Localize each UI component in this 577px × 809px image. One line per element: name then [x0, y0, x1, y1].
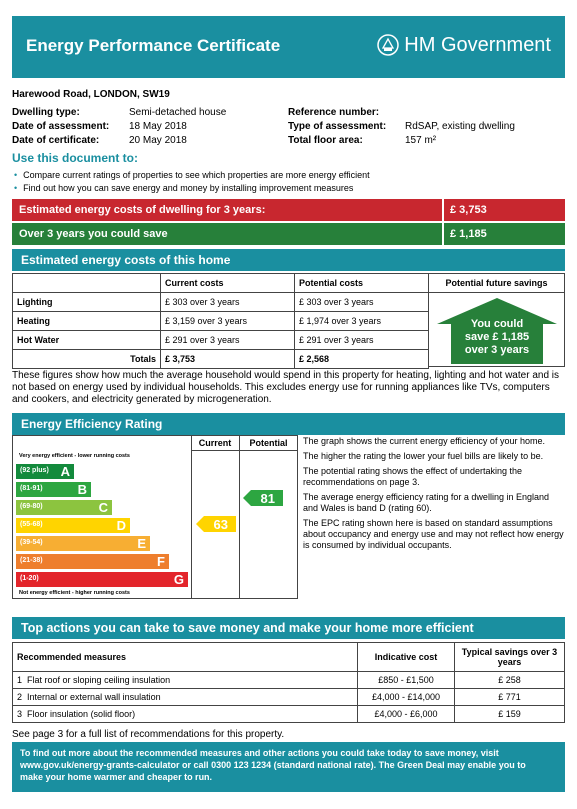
detail-row [12, 134, 226, 148]
measure-name: Flat roof or sloping ceiling insulation [27, 675, 171, 685]
footer-line-1: To find out more about the recommended measures and other actions you could take today to save money, visit [20, 748, 499, 758]
detail-label: Total floor area: [288, 135, 363, 146]
totals-label: Totals [13, 350, 161, 369]
hm-government-text: HM Government [404, 33, 551, 56]
total-current-cell: £ 3,753 [161, 350, 295, 369]
detail-label: Date of assessment: [12, 121, 110, 132]
costs-explanation: These figures show how much the average household would spend in this property for heating, lighting and hot water and is not based on energy used by individual households. This excludes energy use for running appliances like TVs, computers and cookers, and electricity generated by microgeneration. [12, 370, 560, 405]
house-savings-text [437, 318, 557, 357]
table-row [13, 293, 429, 312]
house-line-1: You could [470, 318, 524, 330]
measure-number: 2 [17, 692, 23, 702]
band-c [16, 500, 112, 515]
saving-cell: £ 258 [455, 672, 565, 689]
detail-value: Semi-detached house [129, 107, 227, 118]
band-letter: D [116, 518, 126, 533]
table-row [13, 689, 565, 706]
potential-cost-cell: £ 1,974 over 3 years [295, 312, 429, 331]
band-letter: F [157, 554, 165, 569]
detail-label: Date of certificate: [12, 135, 100, 146]
band-range: (81-91) [20, 485, 43, 492]
inefficient-note: Not energy efficient - higher running costs [19, 590, 130, 596]
band-range: (55-68) [20, 521, 43, 528]
band-letter: A [60, 464, 70, 479]
band-letter: E [137, 536, 146, 551]
actions-section-heading: Top actions you can take to save money and make your home more efficient [12, 617, 565, 639]
footer-banner [12, 742, 565, 792]
efficiency-explanation [303, 436, 565, 555]
cost-header: Indicative cost [358, 643, 455, 672]
see-page-note: See page 3 for a full list of recommendations for this property. [12, 729, 285, 740]
potential-costs-header: Potential costs [295, 274, 429, 293]
detail-row [288, 134, 515, 148]
band-letter: C [98, 500, 108, 515]
property-address: Harewood Road, LONDON, SW19 [12, 89, 170, 100]
measure-name: Floor insulation (solid floor) [27, 709, 136, 719]
explanation-paragraph: The higher the rating the lower your fuel bills are likely to be. [303, 451, 544, 461]
header-divider [191, 450, 298, 451]
band-b [16, 482, 91, 497]
potential-rating-arrow [243, 490, 283, 506]
cost-cell: £850 - £1,500 [358, 672, 455, 689]
bullet-icon: • [14, 170, 18, 180]
band-range: (39-54) [20, 539, 43, 546]
totals-row [13, 350, 429, 369]
estimated-cost-bar [12, 199, 565, 221]
band-e [16, 536, 150, 551]
footer-line-2 [20, 759, 557, 771]
potential-savings-box [428, 273, 565, 367]
epc-header [12, 16, 565, 78]
estimated-cost-label: Estimated energy costs of dwelling for 3 years: [19, 204, 266, 216]
band-a [16, 464, 74, 479]
actions-table [12, 642, 565, 723]
potential-column-divider [239, 436, 240, 598]
bullet-text: Find out how you can save energy and money by installing improvement measures [23, 183, 354, 193]
explanation-paragraph: The graph shows the current energy efficiency of your home. [303, 436, 545, 446]
detail-value: 157 m² [405, 135, 437, 146]
measure-cell [13, 672, 358, 689]
efficient-note: Very energy efficient - lower running costs [19, 453, 130, 459]
footer-line-3: make your home warmer and cheaper to run. [20, 772, 213, 782]
costs-section-heading: Estimated energy costs of this home [12, 249, 565, 271]
page-title: Energy Performance Certificate [26, 36, 281, 55]
explanation-paragraph: The average energy efficiency rating for a dwelling in England and Wales is band D (rating 60). [303, 492, 549, 513]
savings-bar [12, 223, 565, 245]
detail-label: Dwelling type: [12, 107, 80, 118]
measure-number: 3 [17, 709, 23, 719]
measure-name: Internal or external wall insulation [27, 692, 161, 702]
detail-row [12, 106, 226, 120]
use-bullets [14, 169, 370, 195]
current-column-header: Current [198, 438, 232, 448]
table-row [13, 312, 429, 331]
measure-cell [13, 689, 358, 706]
total-potential-cell: £ 2,568 [295, 350, 429, 369]
band-letter: B [77, 482, 87, 497]
efficiency-rating-chart [12, 435, 298, 599]
explanation-paragraph: The EPC rating shown here is based on standard assumptions about occupancy and energy use and may not reflect how energy is consumed by individual occupants. [303, 518, 564, 550]
use-document-heading: Use this document to: [12, 151, 139, 165]
row-label: Lighting [13, 293, 161, 312]
cost-cell: £4,000 - £14,000 [358, 689, 455, 706]
band-g [16, 572, 188, 587]
explanation-paragraph: The potential rating shows the effect of undertaking the recommendations on page 3. [303, 466, 522, 487]
band-range: (21-38) [20, 557, 43, 564]
grants-link[interactable]: www.gov.uk/energy-grants-calculator or call [20, 760, 212, 770]
band-f [16, 554, 169, 569]
table-row [13, 331, 429, 350]
current-rating-arrow [196, 516, 236, 532]
potential-cost-cell: £ 303 over 3 years [295, 293, 429, 312]
measure-cell [13, 706, 358, 723]
detail-value: 20 May 2018 [129, 135, 187, 146]
bullet-item [14, 182, 370, 195]
current-column-divider [191, 436, 192, 598]
detail-label: Reference number: [288, 107, 380, 118]
footer-line-2-rest: (standard national rate). The Green Deal may enable you to [271, 760, 526, 770]
bullet-text: Compare current ratings of properties to see which properties are more energy efficient [23, 170, 370, 180]
current-cost-cell: £ 303 over 3 years [161, 293, 295, 312]
details-right [288, 106, 515, 148]
row-label: Heating [13, 312, 161, 331]
band-d [16, 518, 130, 533]
saving-cell: £ 159 [455, 706, 565, 723]
detail-row [288, 106, 515, 120]
phone-number: 0300 123 1234 [211, 760, 272, 770]
table-row [13, 706, 565, 723]
blank-header [13, 274, 161, 293]
measure-number: 1 [17, 675, 23, 685]
table-header-row [13, 274, 429, 293]
table-row [13, 672, 565, 689]
savings-value: £ 1,185 [442, 223, 565, 245]
cost-cell: £4,000 - £6,000 [358, 706, 455, 723]
current-costs-header: Current costs [161, 274, 295, 293]
saving-cell: £ 771 [455, 689, 565, 706]
royal-crest-icon [376, 33, 400, 57]
bullet-item [14, 169, 370, 182]
house-line-3: over 3 years [464, 344, 530, 356]
detail-label: Type of assessment: [288, 121, 387, 132]
measures-header: Recommended measures [13, 643, 358, 672]
band-range: (92 plus) [20, 467, 49, 474]
current-cost-cell: £ 291 over 3 years [161, 331, 295, 350]
savings-header: Typical savings over 3 years [455, 643, 565, 672]
efficiency-section-heading: Energy Efficiency Rating [12, 413, 565, 435]
house-line-2: save £ 1,185 [464, 331, 530, 343]
current-cost-cell: £ 3,159 over 3 years [161, 312, 295, 331]
band-range: (69-80) [20, 503, 43, 510]
potential-rating-value: 81 [260, 491, 275, 506]
potential-column-header: Potential [249, 438, 288, 448]
table-header-row [13, 643, 565, 672]
savings-label: Over 3 years you could save [19, 228, 168, 240]
band-letter: G [173, 572, 184, 587]
detail-row [288, 120, 515, 134]
band-range: (1-20) [20, 575, 39, 582]
hm-government-logo [376, 33, 551, 57]
potential-cost-cell: £ 291 over 3 years [295, 331, 429, 350]
potential-savings-header: Potential future savings [429, 274, 564, 293]
detail-value: 18 May 2018 [129, 121, 187, 132]
estimated-cost-value: £ 3,753 [442, 199, 565, 221]
costs-table [12, 273, 429, 369]
row-label: Hot Water [13, 331, 161, 350]
detail-value: RdSAP, existing dwelling [405, 121, 515, 132]
current-rating-value: 63 [213, 517, 228, 532]
details-left [12, 106, 226, 148]
bullet-icon: • [14, 183, 18, 193]
detail-row [12, 120, 226, 134]
